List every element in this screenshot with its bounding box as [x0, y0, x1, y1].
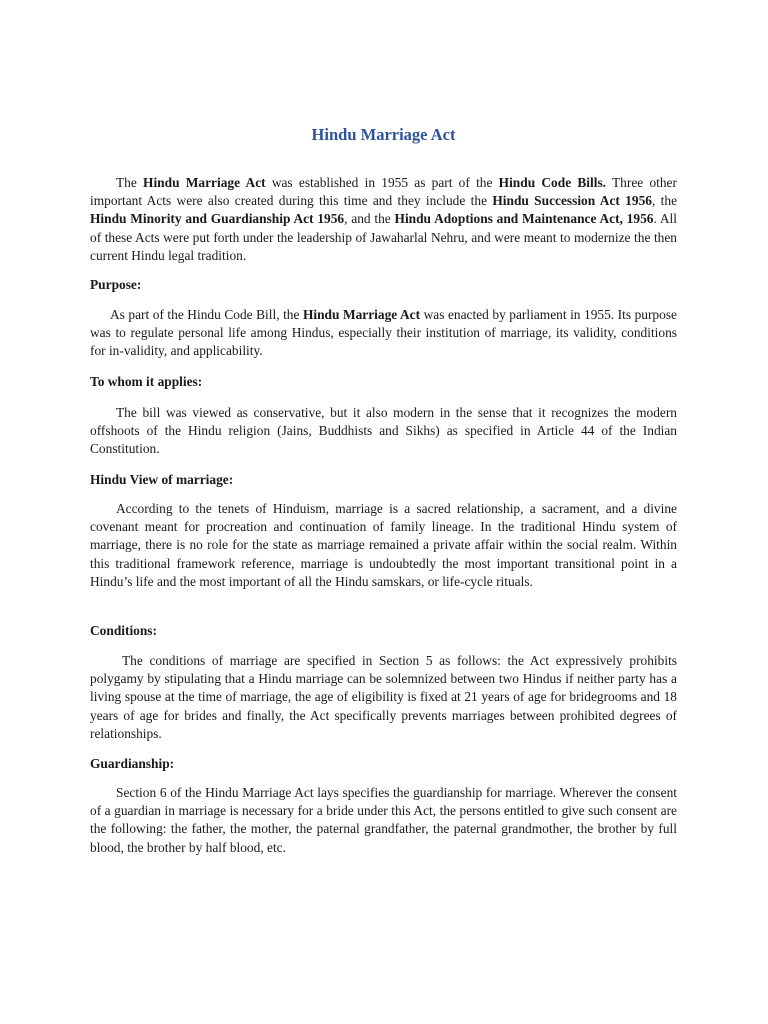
intro-paragraph	[90, 174, 677, 265]
purpose-heading: Purpose:	[90, 277, 142, 292]
text-run: , the	[651, 193, 678, 209]
document-title: Hindu Marriage Act	[311, 125, 456, 144]
conditions-paragraph: The conditions of marriage are specified in Section 5 as follows: the Act expressively prohibits polygamy by stipulating that a Hindu marriage can be solemnized between two Hindus if neither party has a living spouse at the time of marriage, the age of eligibility is fixed at 21 years of age for bridegrooms and 18 years of age for brides and finally, the Act specifically prevents marriages between prohibited degrees of relationships.	[90, 653, 677, 741]
guardianship-heading: Guardianship:	[90, 756, 175, 771]
bold-term: Hindu Adoptions and Maintenance Act, 1956	[394, 211, 654, 227]
text-run: . All of these Acts were put forth under the leadership of Jawaharlal Nehru, and were meant to modernize the then current Hindu legal tradition.	[90, 211, 677, 263]
purpose-paragraph	[90, 306, 677, 361]
bold-term: Hindu Marriage Act	[143, 175, 266, 190]
view-paragraph: According to the tenets of Hinduism, marriage is a sacred relationship, a sacrament, and a divine covenant meant for procreation and continuation of family lineage. In the traditional Hindu system of marriage, there is no role for the state as marriage remained a private affair within the social realm. Within this traditional framework reference, marriage is undoubtedly the most important transitional point in a Hindu’s life and the most important of all the Hindu samskars, or life-cycle rituals.	[90, 501, 677, 589]
text-run: Three other important Acts were also created during this time and they include the	[90, 175, 677, 209]
view-heading: Hindu View of marriage:	[90, 472, 234, 487]
applies-paragraph: The bill was viewed as conservative, but it also modern in the sense that it recognizes the modern offshoots of the Hindu religion (Jains, Buddhists and Sikhs) as specified in Article 44 of the Indian Constitution.	[90, 405, 677, 457]
document-page	[90, 0, 677, 1024]
applies-heading: To whom it applies:	[90, 374, 203, 389]
text-run: The	[116, 175, 144, 190]
text-run: As part of the Hindu Code Bill, the	[110, 307, 303, 322]
bold-term: Hindu Succession Act 1956	[492, 193, 652, 209]
text-run: was enacted by parliament in 1955. Its purpose was to regulate personal life among Hindus, especially their institution of marriage, its validity, conditions for in-validity, and applicability.	[90, 307, 677, 359]
guardianship-paragraph: Section 6 of the Hindu Marriage Act lays specifies the guardianship for marriage. Wherever the consent of a guardian in marriage is necessary for a bride under this Act, the persons entitled to give such consent are the following: the father, the mother, the paternal grandfather, the paternal grandmother, the brother by full blood, the brother by half blood, etc.	[90, 785, 677, 855]
text-run: was established in 1955 as part of the	[265, 175, 499, 190]
bold-term: Hindu Marriage Act	[302, 307, 421, 322]
bold-term: Hindu Code Bills.	[498, 175, 607, 190]
bold-term: Hindu Minority and Guardianship Act 1956	[90, 211, 345, 227]
conditions-heading: Conditions:	[90, 623, 157, 638]
text-run: , and the	[344, 211, 395, 227]
